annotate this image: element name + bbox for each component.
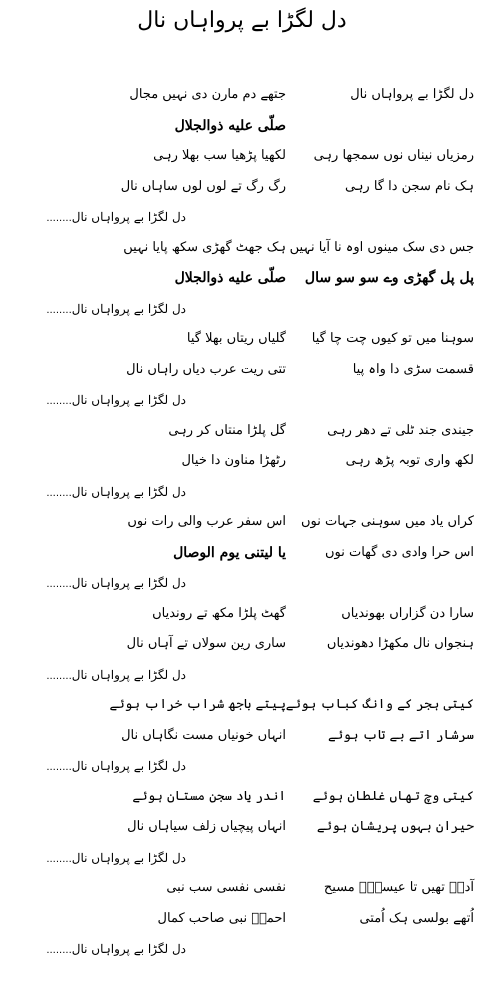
refrain-dots: ........ bbox=[46, 671, 72, 682]
verse-right: پل پل گھڑی وے سو سو سال bbox=[304, 270, 474, 286]
verse-left: رٹھڑا مناون دا خیال bbox=[181, 453, 286, 468]
verse-left: اندر یاد سجن مستان ہوئے bbox=[132, 789, 286, 804]
refrain-line bbox=[6, 391, 186, 411]
verse-left: رگ رگ تے لوں لوں ساہاں نال bbox=[120, 179, 286, 194]
verse-right: ہنجواں نال مکھڑا دھوندیاں bbox=[326, 636, 474, 651]
verse-left: انہاں پیچیاں زلف سیاہاں نال bbox=[127, 819, 286, 834]
verse-right: سارا دن گزاراں بھوندیاں bbox=[341, 606, 474, 621]
verse-right: کراں یاد میں سوہنی جہات نوں bbox=[300, 514, 474, 529]
refrain-dots: ........ bbox=[46, 945, 72, 956]
verse-right: سرشار اتے بے تاب ہوئے bbox=[327, 728, 474, 743]
refrain-text: دل لگڑا بے پرواہاں نال bbox=[71, 942, 186, 956]
refrain-dots: ........ bbox=[46, 213, 72, 224]
refrain-text: دل لگڑا بے پرواہاں نال bbox=[71, 485, 186, 499]
verse-left: پیتے باجھ شراب خراب ہوئے bbox=[109, 697, 286, 712]
verse-left: نفسی نفسی سب نبی bbox=[166, 880, 286, 895]
verse-left: جتھے دم مارن دی نہیں مجال bbox=[129, 87, 286, 102]
refrain-line bbox=[6, 849, 186, 869]
verse-left: صلّی علیه ذوالجلال bbox=[174, 118, 286, 134]
verse-right: جیندی جند ٹلی تے دھر رہی bbox=[327, 423, 474, 438]
verse-right: اُتھے بولسی ہک اُمتی bbox=[359, 911, 474, 926]
verse-right: قسمت سڑی دا واہ پیا bbox=[352, 362, 474, 377]
verse-left: لکھیا پڑھیا سب بھلا رہی bbox=[153, 148, 286, 163]
verse-left: گلیاں ریتاں بھلا گیا bbox=[186, 331, 286, 346]
refrain-dots: ........ bbox=[46, 579, 72, 590]
verse-left: گھٹ پلڑا مکھ تے روندیاں bbox=[152, 606, 286, 621]
verse-right: ہک نام سجن دا گا رہی bbox=[344, 179, 474, 194]
refrain-line bbox=[6, 300, 186, 320]
verse-left: اس سفر عرب والی رات نوں bbox=[127, 514, 286, 529]
refrain-line bbox=[6, 208, 186, 228]
refrain-text: دل لگڑا بے پرواہاں نال bbox=[71, 210, 186, 224]
verse-left: احمدؐ نبی صاحب کمال bbox=[157, 911, 286, 926]
verse-right: کیتی وچ تھاں غلطان ہوئے bbox=[312, 789, 474, 804]
refrain-text: دل لگڑا بے پرواہاں نال bbox=[71, 851, 186, 865]
refrain-line bbox=[6, 574, 186, 594]
refrain-text: دل لگڑا بے پرواہاں نال bbox=[71, 302, 186, 316]
refrain-dots: ........ bbox=[46, 488, 72, 499]
verse-right: کیتی ہجر کے وانگ کباب ہوئے bbox=[285, 697, 474, 712]
refrain-dots: ........ bbox=[46, 305, 72, 316]
refrain-text: دل لگڑا بے پرواہاں نال bbox=[71, 759, 186, 773]
verse-right: جس دی سک مینوں اوہ نا آیا نہیں bbox=[289, 240, 474, 255]
verse-right: رمزیاں نیناں نوں سمجھا رہی bbox=[313, 148, 474, 163]
verse-right: دل لگڑا بے پرواہاں نال bbox=[350, 87, 474, 102]
verse-left: انہاں خونیاں مست نگاہاں نال bbox=[121, 728, 286, 743]
refrain-line bbox=[6, 483, 186, 503]
refrain-dots: ........ bbox=[46, 854, 72, 865]
refrain-line bbox=[6, 666, 186, 686]
verse-right: اس حرا وادی دی گھات نوں bbox=[324, 545, 474, 560]
refrain-line bbox=[6, 757, 186, 777]
refrain-text: دل لگڑا بے پرواہاں نال bbox=[71, 668, 186, 682]
verse-left: تتی ریت عرب دیاں راہاں نال bbox=[126, 362, 286, 377]
poem-title: دل لگڑا بے پرواہاں نال bbox=[137, 8, 347, 33]
verse-right: سوہنا میں تو کیوں چت چا گیا bbox=[311, 331, 474, 346]
refrain-dots: ........ bbox=[46, 396, 72, 407]
refrain-line bbox=[6, 940, 186, 960]
verse-left: صلّی علیه ذوالجلال bbox=[174, 270, 286, 286]
verse-left: یا لیتنی یوم الوصال bbox=[173, 545, 286, 561]
verse-right: لکھ واری توبہ پڑھ رہی bbox=[345, 453, 474, 468]
refrain-text: دل لگڑا بے پرواہاں نال bbox=[71, 576, 186, 590]
refrain-dots: ........ bbox=[46, 762, 72, 773]
verse-left: گل پلڑا منتاں کر رہی bbox=[168, 423, 286, 438]
verse-right: آدمؑ تھیں تا عیسیٰؑ مسیح bbox=[323, 880, 474, 895]
verse-right: حیران بہوں پریشان ہوئے bbox=[316, 819, 474, 834]
verse-left: ہک جھٹ گھڑی سکھ پایا نہیں bbox=[123, 240, 286, 255]
refrain-text: دل لگڑا بے پرواہاں نال bbox=[71, 393, 186, 407]
verse-left: ساری رین سولاں تے آہاں نال bbox=[126, 636, 286, 651]
